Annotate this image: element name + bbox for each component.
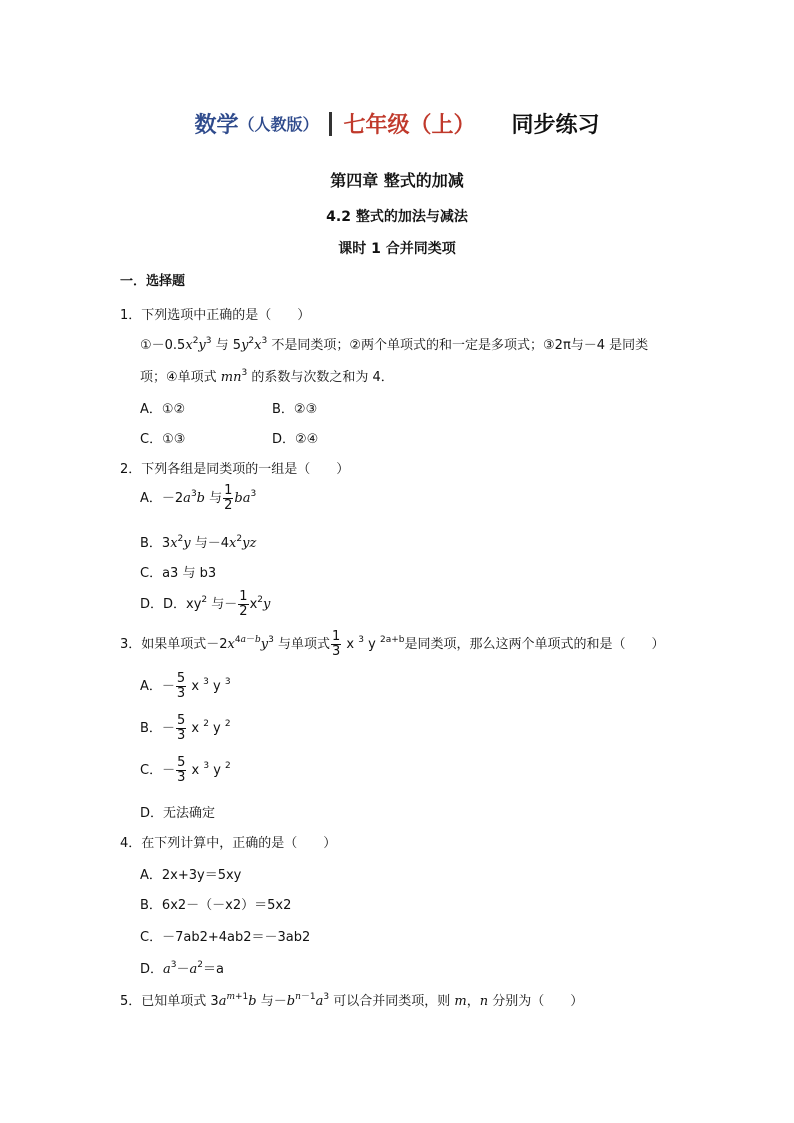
- q3-option-d[interactable]: D．无法确定: [140, 806, 216, 821]
- question-3-stem: 3．如果单项式$-2x^{4a-b}y^3$ 与单项式 $\frac{1}{3}$ x $^3$ y $^{2a+b}$是同类项，那么这两个单项式的和是（ ）: [120, 629, 665, 659]
- q1-option-b[interactable]: B．②③: [272, 402, 318, 417]
- question-4-stem: 4．在下列计算中，正确的是（ ）: [120, 836, 337, 851]
- q2-option-c[interactable]: C．a3 与 b3: [140, 566, 217, 581]
- q4-option-c[interactable]: C．－7ab2+4ab2＝－3ab2: [140, 930, 311, 945]
- q2-option-d[interactable]: D．D．$xy^2$ 与－ $\frac{1}{2}$ $x^2y$: [140, 589, 271, 619]
- fraction-one-third: $\frac{1}{3}$: [332, 629, 341, 659]
- banner-edition: （人教版）: [238, 115, 319, 134]
- q4-option-a[interactable]: A．2x+3y＝5xy: [140, 868, 242, 883]
- question-5-stem: 5．已知单项式 $3a^{m+1}b$ 与$-b^{n-1}a^3$ 可以合并同类项，则 m，n 分别为（ ）: [120, 992, 584, 1009]
- q3-option-c[interactable]: C．－ $\frac{5}{3}$ x $^3$ y $^2$: [140, 755, 231, 785]
- header-banner: [0, 108, 794, 148]
- banner-divider: [329, 112, 332, 136]
- question-2-stem: 2．下列各组是同类项的一组是（ ）: [120, 462, 350, 477]
- question-1-stem: 1．下列选项中正确的是（ ）: [120, 308, 311, 323]
- q3-option-b[interactable]: B．－ $\frac{5}{3}$ x $^2$ y $^2$: [140, 713, 231, 743]
- question-1-statement-line1: $①-0.5x^2y^3$ 与 $5y^2x^3$ 不是同类项；②两个单项式的和一定是多项式；③2π与－4 是同类: [140, 336, 649, 353]
- q4-option-d[interactable]: D．$a^3-a^2=a$: [140, 960, 224, 977]
- q2-option-b[interactable]: B．$3x^2y$ 与$-4x^2yz$: [140, 534, 257, 551]
- q1-option-c[interactable]: C．①③: [140, 432, 186, 447]
- fraction-one-half: $\frac{1}{2}$: [224, 483, 233, 513]
- banner-practice: 同步练习: [511, 113, 600, 138]
- q1-option-a[interactable]: A．①②: [140, 402, 186, 417]
- chapter-title: 第四章 整式的加减: [330, 171, 464, 190]
- q3-option-a[interactable]: A．－ $\frac{5}{3}$ x $^3$ y $^3$: [140, 671, 231, 701]
- question-1-statement-line2: 项；④单项式 $mn^3$ 的系数与次数之和为 4．: [140, 368, 394, 385]
- lesson-title: 课时 1 合并同类项: [338, 241, 456, 257]
- q4-option-b[interactable]: B．6x2－（－x2）＝5x2: [140, 898, 292, 913]
- part-heading: 一．选择题: [120, 274, 186, 289]
- fraction-one-half: $\frac{1}{2}$: [239, 589, 248, 619]
- section-title: 4.2 整式的加法与减法: [326, 209, 468, 225]
- banner-grade: 七年级（上）: [343, 113, 476, 138]
- banner-subject: 数学: [194, 113, 239, 138]
- q1-option-d[interactable]: D．②④: [272, 432, 319, 447]
- q2-option-a[interactable]: A．$-2a^3b$ 与 $\frac{1}{2}$ $ba^3$: [140, 483, 257, 513]
